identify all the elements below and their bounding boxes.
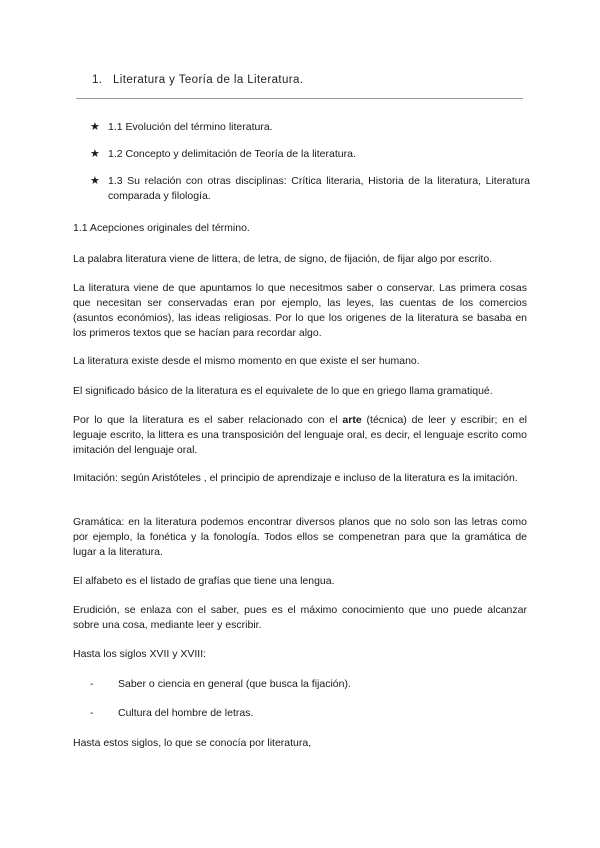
paragraph [73,413,527,458]
paragraph: La palabra literatura viene de littera, de letra, de signo, de fijación, de fijar algo por escrito. [73,253,493,265]
dash-list-item [90,706,510,721]
heading-divider [76,98,523,99]
section-number: 1. [92,74,103,86]
list-item [90,174,530,204]
list-item-text: 1.3 Su relación con otras disciplinas: Crítica literaria, Historia de la literatura, Literatura comparada y filología. [108,175,530,202]
star-icon: ★ [90,148,100,160]
paragraph-text: Por lo que la literatura es el saber relacionado con el [73,414,343,426]
paragraph: Imitación: según Aristóteles , el principio de aprendizaje e incluso de la literatura es la imitación. [73,472,518,484]
subsection-title: 1.1 Acepciones originales del término. [73,222,250,234]
topic-list [90,120,530,216]
dash-marker: - [90,707,94,719]
section-title: Literatura y Teoría de la Literatura. [113,74,304,86]
paragraph: El alfabeto es el listado de grafías que tiene una lengua. [73,575,335,587]
star-icon: ★ [90,121,100,133]
paragraph: Hasta los siglos XVII y XVIII: [73,648,207,660]
paragraph: El significado básico de la literatura es el equivalete de lo que en griego llama gramatiqué. [73,385,493,397]
paragraph: Erudición, se enlaza con el saber, pues es el máximo conocimiento que uno puede alcanzar sobre una cosa, mediante leer y escribir. [73,604,527,631]
dash-item-text: Saber o ciencia en general (que busca la fijación). [118,678,351,690]
paragraph: Hasta estos siglos, lo que se conocía por literatura, [73,737,312,749]
list-item-text: 1.2 Concepto y delimitación de Teoría de la literatura. [108,148,356,160]
paragraph: La literatura existe desde el mismo momento en que existe el ser humano. [73,355,420,367]
dash-item-text: Cultura del hombre de letras. [118,707,254,719]
dash-list-item [90,677,510,692]
list-item-text: 1.1 Evolución del término literatura. [108,121,273,133]
star-icon: ★ [90,175,100,187]
paragraph: La literatura viene de que apuntamos lo que necesitmos saber o conservar. Las primera cosas que necesitan ser conservadas eran por ejemplo, las leyes, las cuentas de los comercios (asuntos económios), las ideas religiosas. Por lo que los origenes de la literatura se basaba en los primeros textos que se hacían para recordar algo. [73,282,527,339]
bold-term: arte [342,414,362,426]
section-heading [92,74,303,86]
paragraph: Gramática: en la literatura podemos encontrar diversos planos que no solo son las letras como por ejemplo, la fonética y la fonología. Todos ellos se compenetran para que la gramática de lugar a la literatura. [73,516,527,558]
dash-marker: - [90,678,94,690]
list-item [90,120,530,135]
paragraph-text: (técnica) de leer y escribir; en el leguaje escrito, la littera es una transposición del lenguaje oral, es decir, el lenguaje escrito como imitación del lenguaje oral. [73,414,528,456]
list-item [90,147,530,162]
